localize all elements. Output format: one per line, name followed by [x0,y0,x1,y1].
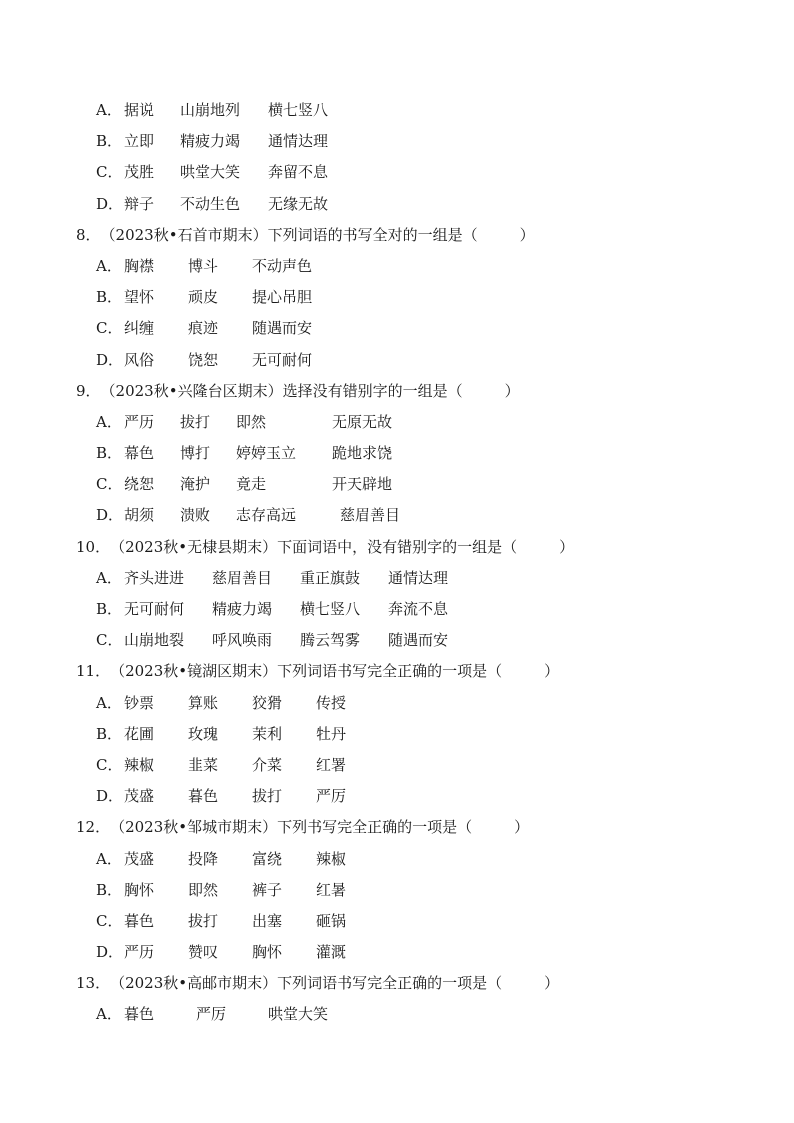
question-close-paren: ） [514,818,530,837]
option-word: 奔留不息 [268,163,329,182]
question-number: 12． [76,818,111,837]
question-source: （2023秋•石首市期末） [100,225,268,244]
question-text: 下列词语书写完全正确的一项是（ [277,974,503,993]
option-word: 无可耐何 [252,350,313,369]
option-row [76,313,736,344]
option-word: 牡丹 [316,724,347,743]
option-word: 据说 [124,101,155,119]
option-label: D． [96,943,124,962]
option-word: 辣椒 [124,755,155,774]
option-label: C． [96,631,123,650]
option-word: 茂盛 [124,849,155,868]
option-label: D． [96,506,124,525]
option-row [76,282,736,313]
option-word: 提心吊胆 [252,288,313,307]
option-row [76,126,736,157]
option-label: B． [96,724,123,743]
option-word: 淹护 [180,475,211,494]
option-word: 不动声色 [252,256,313,275]
option-word: 红暑 [316,880,347,899]
option-word: 严历 [124,943,155,962]
option-word: 横七竖八 [300,600,361,618]
option-word: 严厉 [196,1005,227,1024]
option-word: 精疲力竭 [212,600,273,618]
option-word: 算账 [188,693,219,712]
option-label: B． [96,288,123,307]
option-row [76,594,736,625]
option-word: 慈眉善目 [340,506,401,525]
option-word: 严历 [124,412,155,431]
option-row [76,345,736,376]
option-word: 玫瑰 [188,724,219,743]
option-label: B． [96,444,123,463]
option-word: 韭菜 [188,755,219,774]
question-source: （2023秋•无棣县期末） [110,537,278,556]
option-word: 灌溉 [316,943,347,962]
option-word: 即然 [236,412,267,431]
option-word: 随遇而安 [252,319,313,338]
option-word: 慈眉善目 [212,568,273,587]
question-close-paren: ） [544,662,560,681]
option-word: 钞票 [124,693,155,712]
option-word: 严厉 [316,787,347,806]
option-row [76,625,736,656]
option-word: 胸怀 [252,943,283,962]
question-text: 选择没有错别字的一组是（ [282,381,463,400]
option-row [76,750,736,781]
option-label: A． [96,256,122,275]
option-word: 哄堂大笑 [268,1005,329,1024]
option-word: 无可耐何 [124,600,185,618]
option-word: 裤子 [252,880,283,899]
option-word: 胡须 [124,506,155,525]
question-stem [76,812,736,843]
option-row [76,563,736,594]
option-word: 博斗 [188,256,219,275]
question-source: （2023秋•镜湖区期末） [110,662,278,681]
question-stem [76,656,736,687]
option-row [76,999,736,1030]
option-word: 博打 [180,444,211,463]
option-word: 花圃 [124,724,155,743]
option-word: 纠缠 [124,319,155,338]
option-label: A． [96,693,122,712]
option-word: 狡猾 [252,693,283,712]
option-word: 幕色 [124,444,155,463]
option-row [76,438,736,469]
option-word: 富绕 [252,849,283,868]
option-label: C． [96,475,123,494]
option-word: 辩子 [124,194,155,213]
question-list [76,95,736,1031]
option-label: A． [96,849,122,868]
option-word: 山崩地裂 [124,631,185,650]
option-word: 拔打 [252,787,283,806]
option-word: 哄堂大笑 [180,163,241,182]
option-label: D． [96,787,124,806]
option-word: 介菜 [252,755,283,774]
option-word: 竟走 [236,475,267,494]
option-word: 风俗 [124,350,155,369]
option-label: C． [96,911,123,930]
option-word: 红署 [316,755,347,774]
option-word: 胸襟 [124,256,155,275]
option-row [76,875,736,906]
option-row [76,781,736,812]
option-word: 立即 [124,132,155,151]
option-word: 通情达理 [268,132,329,151]
option-word: 顽皮 [188,288,219,307]
question-stem [76,376,736,407]
option-word: 跪地求饶 [332,444,393,463]
option-word: 饶恕 [188,350,219,369]
option-row [76,937,736,968]
option-row [76,407,736,438]
option-word: 投降 [188,849,219,868]
option-word: 精疲力竭 [180,132,241,151]
option-word: 茂胜 [124,163,155,182]
option-word: 开天辟地 [332,475,393,494]
option-word: 奔流不息 [388,600,449,618]
option-label: C． [96,319,123,338]
question-text: 下列书写完全正确的一项是（ [277,818,473,837]
option-word: 赞叹 [188,943,219,962]
question-source: （2023秋•邹城市期末） [110,818,278,837]
question-number: 11． [76,662,111,681]
option-word: 传授 [316,693,347,712]
option-label: A． [96,1005,122,1024]
option-word: 婷婷玉立 [236,444,297,463]
option-row [76,844,736,875]
option-word: 无原无故 [332,412,393,431]
option-word: 即然 [188,880,219,899]
option-row [76,251,736,282]
option-word: 望怀 [124,288,155,307]
question-number: 8． [76,225,101,244]
option-word: 拔打 [188,911,219,930]
question-close-paren: ） [504,381,520,400]
question-close-paren: ） [544,974,560,993]
option-word: 不动生色 [180,194,241,213]
option-label: B． [96,880,123,899]
option-word: 齐头进进 [124,568,185,587]
option-word: 暮色 [124,1005,155,1024]
option-word: 无缘无故 [268,194,329,213]
option-word: 暮色 [188,787,219,806]
question-source: （2023秋•高邮市期末） [110,974,278,993]
option-word: 辣椒 [316,849,347,868]
question-text: 下面词语中，没有错别字的一组是（ [277,537,518,556]
option-row [76,469,736,500]
option-row [76,189,736,220]
question-source: （2023秋•兴隆台区期末） [100,381,283,400]
question-close-paren: ） [519,225,535,244]
option-label: A． [96,412,122,431]
question-close-paren: ） [559,537,575,556]
option-row [76,688,736,719]
question-number: 9． [76,381,101,400]
option-word: 出塞 [252,911,283,930]
option-word: 砸锅 [316,911,347,930]
option-word: 拔打 [180,412,211,431]
question-text: 下列词语的书写全对的一组是（ [267,225,478,244]
option-word: 呼风唤雨 [212,631,273,650]
option-word: 重正旗鼓 [300,568,361,587]
option-label: A． [96,101,122,119]
question-stem [76,968,736,999]
question-stem [76,220,736,251]
option-row [76,95,736,126]
option-word: 绕恕 [124,475,155,494]
option-word: 通情达理 [388,568,449,587]
option-row [76,906,736,937]
option-label: B． [96,132,123,151]
option-word: 随遇而安 [388,631,449,650]
question-stem [76,532,736,563]
option-word: 溃败 [180,506,211,525]
option-word: 山崩地列 [180,101,241,119]
option-label: D． [96,350,124,369]
option-label: C． [96,755,123,774]
option-row [76,157,736,188]
option-word: 志存高远 [236,506,297,525]
option-word: 胸怀 [124,880,155,899]
option-row [76,500,736,531]
option-word: 暮色 [124,911,155,930]
option-label: D． [96,194,124,213]
question-number: 10． [76,537,111,556]
option-label: A． [96,568,122,587]
option-word: 腾云驾雾 [300,631,361,650]
option-label: B． [96,600,123,618]
option-label: C． [96,163,123,182]
option-word: 茉利 [252,724,283,743]
question-number: 13． [76,974,111,993]
option-word: 痕迹 [188,319,219,338]
option-row [76,719,736,750]
question-text: 下列词语书写完全正确的一项是（ [277,662,503,681]
option-word: 茂盛 [124,787,155,806]
option-word: 横七竖八 [268,101,329,119]
